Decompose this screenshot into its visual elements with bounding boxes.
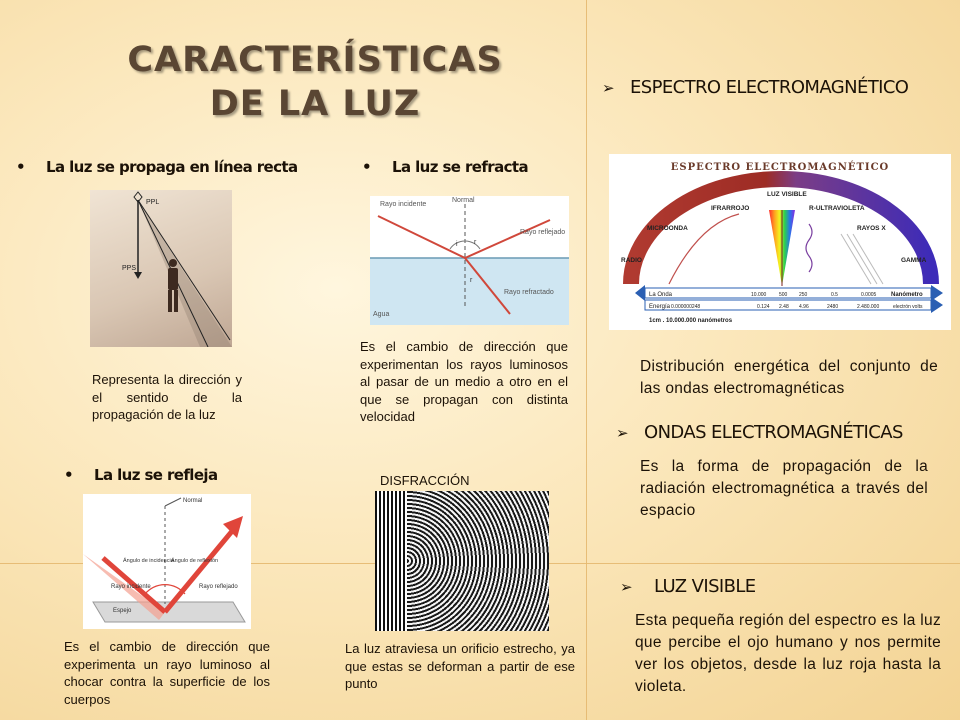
svg-text:0.124: 0.124	[757, 304, 770, 310]
svg-text:1cm . 10.000.000 nanómetros: 1cm . 10.000.000 nanómetros	[649, 318, 733, 324]
svg-text:PPS: PPS	[122, 265, 137, 272]
svg-text:Espejo: Espejo	[113, 608, 132, 614]
svg-text:Ángulo de incidencia: Ángulo de incidencia	[123, 558, 174, 564]
svg-text:2.48: 2.48	[779, 304, 789, 310]
luz-visible-description: Esta pequeña región del espectro es la luz que percibe el ojo humano y nos permite ver los objetos, desde la luz roja hasta la violeta.	[635, 612, 941, 695]
svg-text:LUZ VISIBLE: LUZ VISIBLE	[767, 191, 807, 198]
svg-text:2.480.000: 2.480.000	[857, 304, 880, 310]
svg-text:0.0005: 0.0005	[861, 292, 877, 298]
svg-text:MICROONDA: MICROONDA	[647, 225, 688, 232]
svg-text:ESPECTRO ELECTROMAGNÉTICO: ESPECTRO ELECTROMAGNÉTICO	[670, 162, 890, 173]
straight-line-figure	[90, 190, 232, 347]
page-title: CARACTERÍSTICAS DE LA LUZ	[127, 40, 503, 124]
vertical-divider	[586, 0, 587, 720]
arrow-bullet-icon: ➢	[616, 424, 628, 442]
svg-text:500: 500	[779, 292, 788, 298]
svg-text:Normal: Normal	[183, 498, 203, 504]
svg-text:IFRARROJO: IFRARROJO	[711, 205, 750, 212]
difraccion-label: DISFRACCIÓN	[380, 473, 470, 488]
arrow-bullet-icon: ➢	[602, 79, 614, 97]
heading-espectro: ➢ ESPECTRO ELECTROMAGNÉTICO	[602, 77, 909, 98]
svg-text:10.000: 10.000	[751, 292, 767, 298]
svg-text:RADIO: RADIO	[621, 257, 642, 264]
svg-text:Rayo incidente: Rayo incidente	[380, 201, 427, 208]
svg-text:RAYOS X: RAYOS X	[857, 225, 886, 232]
svg-text:Nanómetro: Nanómetro	[891, 292, 923, 298]
svg-text:2480: 2480	[827, 304, 839, 310]
bullet-linea-recta: • La luz se propaga en línea recta	[16, 158, 298, 176]
svg-text:i: i	[456, 241, 458, 248]
bullet-refleja: • La luz se refleja	[64, 466, 218, 484]
svg-text:Rayo reflejado: Rayo reflejado	[520, 229, 566, 236]
spectrum-figure	[609, 154, 951, 330]
arrow-bullet-icon: ➢	[620, 578, 632, 596]
svg-text:Energía: Energía	[649, 304, 671, 310]
svg-text:PPL: PPL	[146, 199, 160, 206]
svg-text:Rayo refractado: Rayo refractado	[504, 289, 554, 296]
reflection-figure	[83, 494, 251, 629]
svg-text:Agua: Agua	[373, 311, 390, 318]
svg-text:4.96: 4.96	[799, 304, 809, 310]
bullet-refracta: • La luz se refracta	[362, 158, 528, 176]
heading-luz-visible: ➢ LUZ VISIBLE	[620, 576, 756, 597]
refraction-figure	[370, 196, 569, 325]
svg-text:0.5: 0.5	[831, 292, 838, 298]
espectro-description: Distribución energética del conjunto de las ondas electromagnéticas	[640, 358, 938, 397]
svg-text:r: r	[470, 277, 473, 284]
linea-recta-description: Representa la dirección y el sentido de la propagación de la luz	[92, 372, 242, 422]
svg-text:Rayo reflejado: Rayo reflejado	[199, 584, 238, 590]
refraccion-description: Es el cambio de dirección que experimentan los rayos luminosos al pasar de un medio a otro en el que se propagan con distinta velocidad	[360, 339, 568, 424]
svg-text:r: r	[474, 239, 477, 246]
svg-text:250: 250	[799, 292, 808, 298]
svg-text:Rayo incidente: Rayo incidente	[111, 584, 151, 590]
reflexion-description: Es el cambio de dirección que experimenta un rayo luminoso al chocar contra la superficie de los cuerpos	[64, 639, 270, 707]
svg-text:R-ULTRAVIOLETA: R-ULTRAVIOLETA	[809, 205, 865, 212]
svg-text:electrón volts: electrón volts	[893, 304, 923, 310]
svg-text:La Onda: La Onda	[649, 292, 673, 298]
diffraction-figure	[375, 491, 549, 631]
ondas-description: Es la forma de propagación de la radiación electromagnética a través del espacio	[640, 458, 928, 519]
svg-text:0.000000248: 0.000000248	[671, 304, 701, 310]
svg-text:Ángulo de reflexión: Ángulo de reflexión	[171, 558, 219, 564]
difraccion-description: La luz atraviesa un orificio estrecho, ya que estas se deforman a partir de ese punto	[345, 641, 575, 691]
heading-ondas: ➢ ONDAS ELECTROMAGNÉTICAS	[616, 422, 903, 443]
svg-text:GAMMA: GAMMA	[901, 257, 927, 264]
svg-text:Normal: Normal	[452, 197, 475, 204]
